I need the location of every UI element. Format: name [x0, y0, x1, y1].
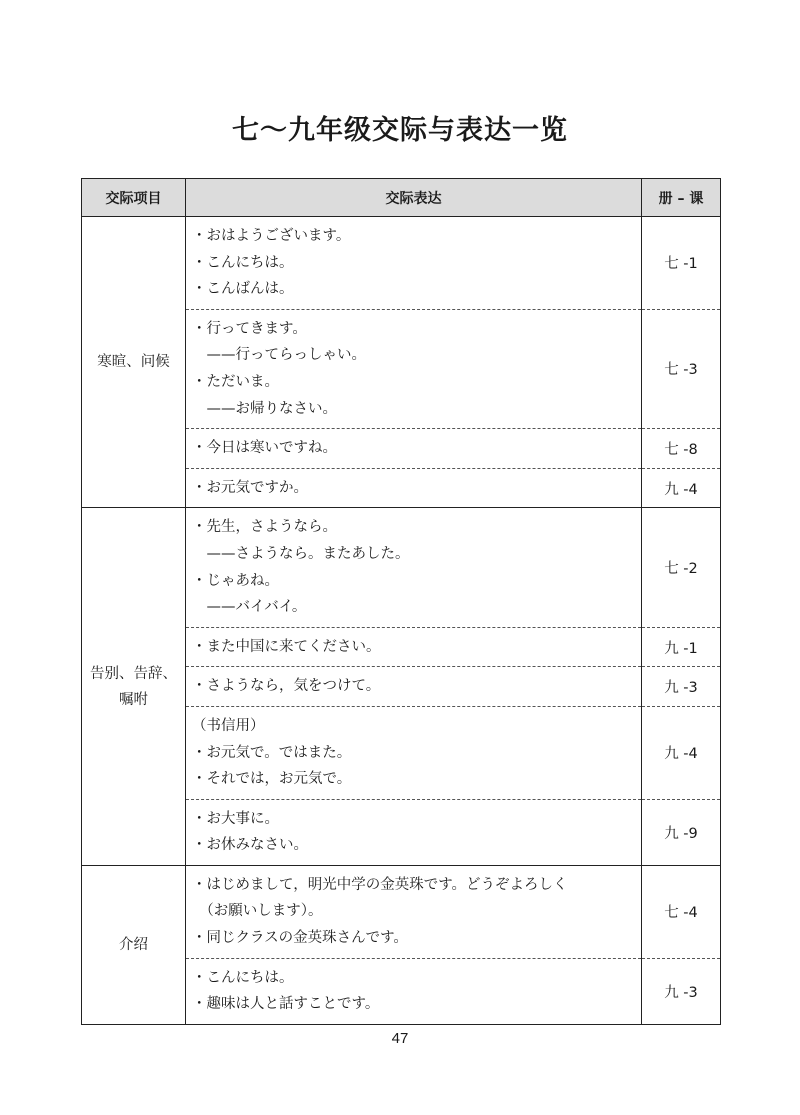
reference-cell: 九 -3	[642, 667, 721, 707]
category-cell	[82, 865, 186, 1024]
expression-line: ・じゃあね。	[192, 572, 279, 589]
category-cell	[82, 508, 186, 866]
expression-line: ——バイバイ。	[192, 599, 307, 616]
expression-cell	[186, 627, 642, 667]
expression-cell	[186, 508, 642, 627]
expression-cell	[186, 958, 642, 1024]
expression-line: ・お休みなさい。	[192, 837, 308, 854]
expression-line: （お願いします）。	[192, 903, 323, 920]
reference-cell: 七 -3	[642, 309, 721, 428]
expression-cell	[186, 468, 642, 508]
expression-line: ・趣味は人と話すことです。	[192, 996, 380, 1013]
expression-cell	[186, 667, 642, 707]
reference-cell: 七 -4	[642, 865, 721, 958]
expression-line: ・同じクラスの金英珠さんです。	[192, 930, 408, 947]
expression-line: ・はじめまして，明光中学の金英珠です。どうぞよろしく	[192, 876, 568, 893]
reference-cell: 九 -4	[642, 468, 721, 508]
category-cell	[82, 217, 186, 508]
reference-cell: 九 -9	[642, 799, 721, 865]
table-row	[82, 217, 721, 310]
expression-line: ・お大事に。	[192, 810, 279, 827]
expression-line: ・こんにちは。	[192, 254, 294, 271]
header-expression: 交际表达	[186, 179, 642, 217]
table-row	[82, 508, 721, 627]
expression-line: ・お元気ですか。	[192, 479, 308, 496]
category-label: 介绍	[119, 936, 148, 953]
table-row	[82, 865, 721, 958]
expression-line: ・お元気で。ではまた。	[192, 744, 352, 761]
expression-line: ・行ってきます。	[192, 320, 307, 337]
page-number: 47	[391, 1030, 409, 1047]
category-label: 寒暄、问候	[97, 354, 170, 371]
expression-line: ・さようなら，気をつけて。	[192, 678, 381, 695]
header-reference: 册 – 课	[642, 179, 721, 217]
expression-line: ・それでは，お元気で。	[192, 771, 352, 788]
expression-line: ・おはようございます。	[192, 228, 351, 244]
reference-cell: 九 -3	[642, 958, 721, 1024]
category-label: 嘱咐	[119, 691, 148, 708]
expression-cell	[186, 217, 642, 310]
expression-line: ・今日は寒いですね。	[192, 440, 337, 457]
expression-line: ・ただいま。	[192, 373, 279, 390]
expression-cell	[186, 799, 642, 865]
communication-table	[81, 178, 721, 1025]
header-category: 交际项目	[82, 179, 186, 217]
expression-line: ——お帰りなさい。	[192, 400, 337, 417]
reference-cell: 七 -2	[642, 508, 721, 627]
expression-line: ・先生，さようなら。	[192, 519, 337, 536]
expression-cell	[186, 865, 642, 958]
expression-line: ・また中国に来てください。	[192, 638, 381, 655]
expression-cell	[186, 309, 642, 428]
expression-line: ・こんばんは。	[192, 281, 294, 298]
table-header-row	[82, 179, 721, 217]
reference-cell: 九 -1	[642, 627, 721, 667]
expression-line: （书信用）	[192, 717, 265, 734]
expression-line: ・こんにちは。	[192, 969, 294, 986]
reference-cell: 七 -8	[642, 429, 721, 469]
reference-cell: 九 -4	[642, 706, 721, 799]
expression-line: ——さようなら。またあした。	[192, 545, 410, 562]
category-label: 告别、告辞、	[90, 665, 177, 682]
expression-cell	[186, 429, 642, 469]
page-title: 七～九年级交际与表达一览	[232, 115, 568, 146]
expression-line: ——行ってらっしゃい。	[192, 347, 366, 364]
reference-cell: 七 -1	[642, 217, 721, 310]
expression-cell	[186, 706, 642, 799]
